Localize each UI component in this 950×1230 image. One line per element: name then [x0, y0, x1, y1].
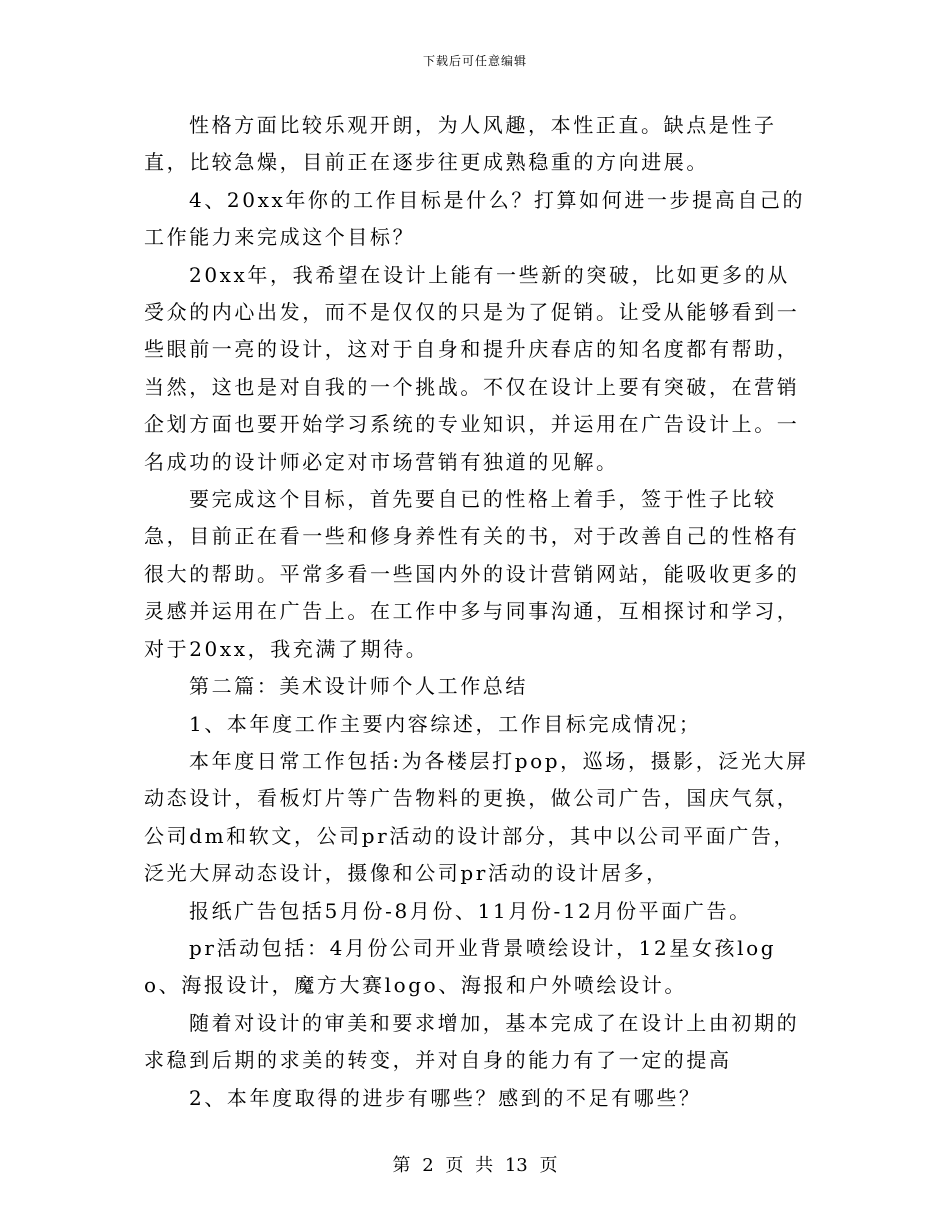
- paragraph-improvement: 随着对设计的审美和要求增加，基本完成了在设计上由初期的求稳到后期的求美的转变，并对自身的能力有了一定的提高: [144, 1010, 800, 1073]
- paragraph-achieve-goal: 要完成这个目标，首先要自已的性格上着手，签于性子比较急，目前正在看一些和修身养性有关的书，对于改善自己的性格有很大的帮助。平常多看一些国内外的设计营销网站，能吸收更多的灵感并运用在广告上。在工作中多与同事沟通，互相探讨和学习，对于20xx，我充满了期待。: [144, 487, 800, 661]
- section-title: 第二篇：美术设计师个人工作总结: [189, 674, 528, 699]
- paragraph-personality: 性格方面比较乐观开朗，为人风趣，本性正直。缺点是性子直，比较急燥，目前正在逐步往更成熟稳重的方向进展。: [144, 113, 777, 175]
- paragraph-question-1: 1、本年度工作主要内容综述，工作目标完成情况；: [189, 711, 702, 736]
- document-body: [144, 107, 812, 1117]
- paragraph-newspaper-ads: 报纸广告包括5月份-8月份、11月份-12月份平面广告。: [189, 898, 752, 923]
- page-header: 下载后可任意编辑: [422, 54, 527, 68]
- paragraph-question-2: 2、本年度取得的进步有哪些？感到的不足有哪些？: [189, 1085, 702, 1110]
- paragraph-daily-work: 本年度日常工作包括:为各楼层打pop，巡场，摄影，泛光大屏动态设计，看板灯片等广告物料的更换，做公司广告，国庆气氛，公司dm和软文，公司pr活动的设计部分，其中以公司平面广告，泛光大屏动态设计，摄像和公司pr活动的设计居多，: [144, 748, 809, 886]
- paragraph-question-4: 4、20xx年你的工作目标是什么？打算如何进一步提高自己的工作能力来完成这个目标？: [144, 187, 806, 250]
- page-number: 第 2 页 共 13 页: [392, 1155, 558, 1176]
- paragraph-design-goal: 20xx年，我希望在设计上能有一些新的突破，比如更多的从受众的内心出发，而不是仅仅的只是为了促销。让受从能够看到一些眼前一亮的设计，这对于自身和提升庆春店的知名度都有帮助，当然，这也是对自我的一个挑战。不仅在设计上要有突破，在营销企划方面也要开始学习系统的专业知识，并运用在广告设计上。一名成功的设计师必定对市场营销有独道的见解。: [144, 262, 800, 474]
- paragraph-pr-activities: pr活动包括：4月份公司开业背景喷绘设计，12星女孩logo、海报设计，魔方大赛logo、海报和户外喷绘设计。: [144, 935, 777, 998]
